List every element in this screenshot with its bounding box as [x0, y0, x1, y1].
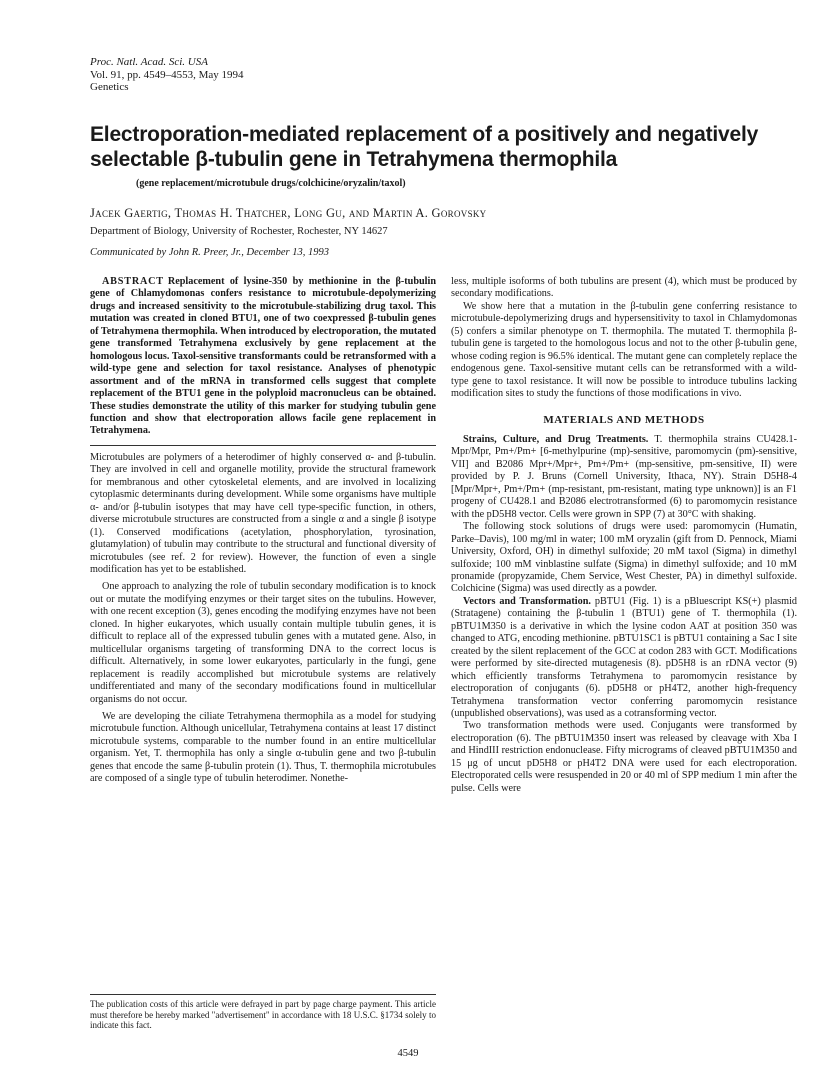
journal-volume: Vol. 91, pp. 4549–4553, May 1994	[90, 68, 244, 81]
right-column	[451, 276, 797, 795]
methods-paragraph: The following stock solutions of drugs were used: paromomycin (Humatin, Parke–Davis), 100 mg/ml in water; 100 mM oryzalin (gift from D. Pennock, Miami University, Oxford, OH) in dimethyl sulfoxide; 20 mM taxol (Sigma) in dimethyl sulfoxide; 100 mM vinblastine sulfate (Sigma) in dimethyl sulfoxide; and 10 mM pronamide (propyzamide, Chem Service, West Chester, PA) in dimethyl sulfoxide. Colchicine (Sigma) was used directly as a powder.	[451, 521, 797, 595]
intro-paragraph: less, multiple isoforms of both tubulins are present (4), which must be produced by secondary modifications.	[451, 276, 797, 300]
subsection-heading: Strains, Culture, and Drug Treatments.	[463, 433, 649, 445]
footnote-divider	[90, 994, 436, 995]
intro-paragraph: One approach to analyzing the role of tubulin secondary modification is to knock out or mutate the modifying enzymes or their target sites on the tubulins. However, with one recent exception (3), genes encoding the modifying enzymes have not been cloned. In higher eukaryotes, which usually contain multiple tubulin genes, it is difficult to replace all of the expressed tubulin genes with a mutated gene. Also, in multicellular organisms targeting of transforming DNA to the correct locus is difficult. Alternatively, in some lower eukaryotes, particularly in the fungi, gene replacement is readily accomplished but microtubule systems are relatively undifferentiated and many of the secondary modifications found in multicellular organisms do not occur.	[90, 581, 436, 705]
abstract-text: Replacement of lysine-350 by methionine in the β-tubulin gene of Chlamydomonas confers resistance to microtubule-depolymerizing drugs and increased sensitivity to the microtubule-stabilizing drug taxol. This mutation was created in cloned BTU1, one of two coexpressed β-tubulin genes of Tetrahymena thermophila. When introduced by electroporation, the mutated gene transformed Tetrahymena exclusively by gene replacement at the homologous locus. Taxol-sensitive transformants could be retransformed with a wild-type gene and selection for taxol resistance. Analyses of phenotypic assortment and of the mRNA in transformed cells suggest that complete replacement of the BTU1 gene in the polyploid macronucleus can be obtained. These studies demonstrate the utility of this marker for studying tubulin gene function and show that electroporation allows facile gene replacement in Tetrahymena.	[90, 276, 436, 437]
intro-paragraph: We are developing the ciliate Tetrahymena thermophila as a model for studying microtubule function. Although unicellular, Tetrahymena contains at least 17 distinct microtubule systems, comparable to the number found in an entire multicellular organism. Yet, T. thermophila has only a single α-tubulin gene and two β-tubulin genes that encode the same β-tubulin protein (1). Thus, T. thermophila microtubules are composed of a single type of tubulin heterodimer. Nonethe-	[90, 710, 436, 785]
abstract	[90, 276, 436, 438]
abstract-divider	[90, 445, 436, 446]
footnote: The publication costs of this article were defrayed in part by page charge payment. This article must therefore be hereby marked "advertisement" in accordance with 18 U.S.C. §1734 solely to indicate this fact.	[90, 999, 436, 1030]
journal-header	[90, 56, 244, 94]
intro-paragraph: Microtubules are polymers of a heterodimer of highly conserved α- and β-tubulin. They are involved in cell and organelle motility, provide the structural framework for membranous and other cytoskeletal elements, and are involved in localizing cytoplasmic determinants during development. While some organisms have multiple α- and/or β-tubulin isotypes that may have cell type-specific function, in others, diverse microtubule structures are constructed from a single α and a single β isotype (1). Conserved modifications (acetylation, phosphorylation, tyrosination, glutamylation) of tubulin may contribute to the structural and functional diversity of microtubules (see ref. 2 for review). However, the function of even a single modification has yet to be established.	[90, 451, 436, 575]
communicated-by: Communicated by John R. Preer, Jr., December 13, 1993	[90, 247, 330, 258]
intro-paragraph: We show here that a mutation in the β-tubulin gene conferring resistance to microtubule-depolymerizing drugs and hypersensitivity to taxol in Chlamydomonas (5) confers a similar phenotype on T. thermophila. The mutated T. thermophila β-tubulin gene is targeted to the homologous locus and not to the other β-tubulin gene, whose coding region is 96.5% identical. The mutant gene can completely replace the endogenous gene. Taxol-sensitive mutant cells can be retransformed with a wild-type gene to taxol resistance. It will now be possible to introduce tubulins lacking modification sites to study the functions of those modifications in vivo.	[451, 300, 797, 400]
keywords: (gene replacement/microtubule drugs/colchicine/oryzalin/taxol)	[136, 178, 406, 189]
paragraph-text: pBTU1 (Fig. 1) is a pBluescript KS(+) plasmid (Stratagene) containing the β-tubulin 1 (BTU1) gene of T. thermophila (1). pBTU1M350 is a derivative in which the lysine codon AAT at position 350 was changed to ATG, encoding methionine. pBTU1SC1 is pBTU1 containing a Sac I site created by the silent replacement of the GCC at codon 283 with GCT. Modifications were performed by site-directed mutagenesis (8). pD5H8 is an rDNA vector (9) which efficiently transforms Tetrahymena to paromomycin resistance by electroporation of conjugants (6). pD5H8 or pH4T2, another high-frequency Tetrahymena transformation vector conferring paromomycin resistance (unpublished observations), was used as a cotransforming vector.	[451, 595, 797, 719]
article-title: Electroporation-mediated replacement of a positively and negatively selectable β-tubulin gene in Tetrahymena thermophila	[90, 123, 759, 171]
section-heading: MATERIALS AND METHODS	[543, 413, 705, 426]
page-number: 4549	[397, 1048, 419, 1059]
journal-section: Genetics	[90, 81, 129, 93]
paragraph-text: T. thermophila strains CU428.1-Mpr/Mpr, Pm+/Pm+ [6-methylpurine (mp)-sensitive, paromomycin (pm)-sensitive, VII] and B2086 Mpr+/Mpr+, Pm+/Pm+ (mp-sensitive, pm-sensitive, II) were provided by P. J. Bruns (Cornell University, Ithaca, NY). Strain D5H8-4 [Mpr/Mpr+, Pm+/Pm+ (mp-resistant, pm-resistant, mating type unknown)] is an F1 progeny of CU428.1 and B2086 electrotransformed (6) to paromomycin resistance with the pD5H8 vector. Cells were grown in SPP (7) at 30°C with shaking.	[451, 433, 797, 520]
methods-paragraph	[451, 434, 797, 521]
methods-paragraph: Two transformation methods were used. Conjugants were transformed by electroporation (6). The pBTU1M350 insert was released by cleavage with Xba I and HindIII restriction endonuclease. Fifty micrograms of cleaved pBTU1M350 and 15 μg of uncut pD5H8 or pH4T2 DNA were used for each electroporation. Electroporated cells were resuspended in 20 or 40 ml of SPP medium 1 min after the pulse. Cells were	[451, 720, 797, 794]
subsection-heading: Vectors and Transformation.	[463, 595, 591, 607]
authors: Jacek Gaertig, Thomas H. Thatcher, Long Gu, and Martin A. Gorovsky	[90, 206, 487, 220]
abstract-heading: ABSTRACT	[102, 276, 164, 287]
affiliation: Department of Biology, University of Rochester, Rochester, NY 14627	[90, 226, 388, 237]
left-column	[90, 276, 436, 786]
journal-name: Proc. Natl. Acad. Sci. USA	[90, 56, 208, 68]
methods-paragraph	[451, 596, 797, 721]
